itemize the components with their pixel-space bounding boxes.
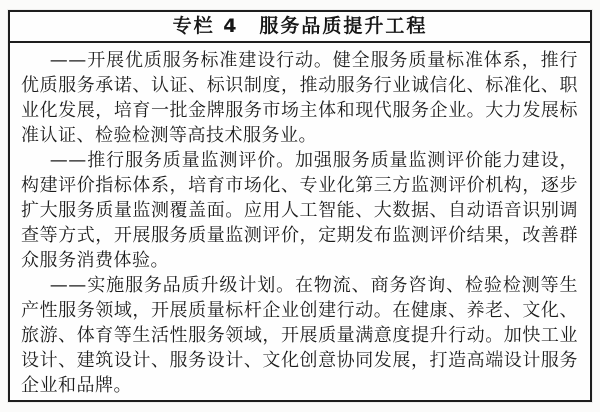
paragraph-standards-action: ——开展优质服务标准建设行动。健全服务质量标准体系，推行优质服务承诺、认证、标识制度，推动服务行业诚信化、标准化、职业化发展，培育一批金牌服务市场主体和现代服务企业。大力发展标准认证、检验检测等高技术服务业。 <box>21 50 578 146</box>
paragraph-monitoring-evaluation: ——推行服务质量监测评价。加强服务质量监测评价能力建设，构建评价指标体系，培育市场化、专业化第三方监测评价机构，逐步扩大服务质量监测覆盖面。应用人工智能、大数据、自动语音识别调查等方式，开展服务质量监测评价，定期发布监测评价结果，改善群众服务消费体验。 <box>21 150 578 271</box>
paragraph-upgrade-plan: ——实施服务品质升级计划。在物流、商务咨询、检验检测等生产性服务领域，开展质量标杆企业创建行动。在健康、养老、文化、旅游、体育等生活性服务领域，开展质量满意度提升行动。加快工业设计、建筑设计、服务设计、文化创意协同发展，打造高端设计服务企业和品牌。 <box>21 275 578 396</box>
column-box <box>8 10 592 402</box>
box-body <box>10 43 590 400</box>
box-title: 专栏 4 服务品质提升工程 <box>10 12 590 43</box>
